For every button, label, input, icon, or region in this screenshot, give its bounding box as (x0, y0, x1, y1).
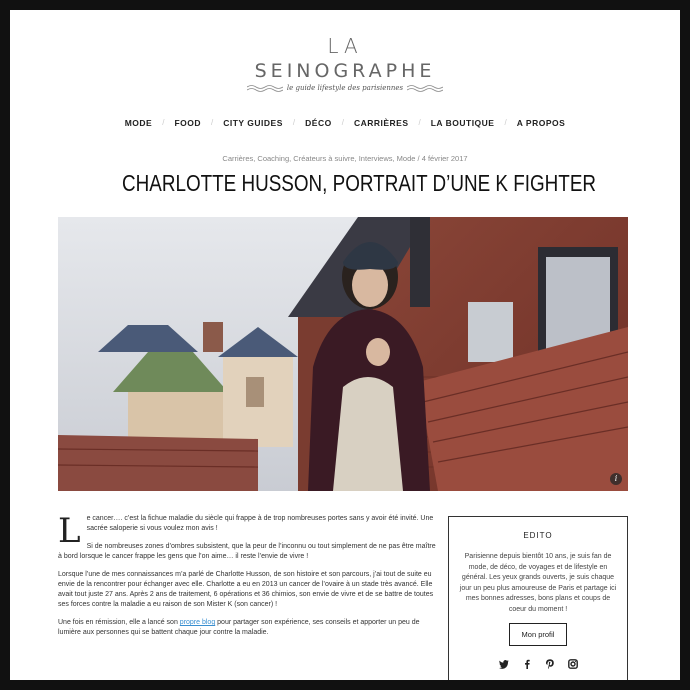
post-date: 4 février 2017 (421, 154, 468, 163)
nav-food[interactable]: FOOD (174, 118, 201, 128)
dropcap: L (58, 511, 81, 551)
article-text-4a: Une fois en rémission, elle a lancé son (58, 619, 180, 626)
page-frame (10, 10, 680, 680)
nav-city-guides[interactable]: CITY GUIDES (223, 118, 283, 128)
edito-text: Parisienne depuis bientôt 10 ans, je suis fan de mode, de déco, de voyages et de lifestyle en général. Les yeux grands ouverts, je suis chaque jour un peu plus amoureuse de Paris et partage ici mes bonnes adresses, bons plans et coups de coeur du moment ! (459, 553, 617, 613)
article-body (58, 511, 438, 646)
post-title: CHARLOTTE HUSSON, PORTRAIT D’UNE K FIGHTER (122, 170, 597, 196)
info-icon[interactable]: i (610, 473, 622, 485)
nav-separator: / (418, 118, 421, 127)
facebook-icon[interactable] (522, 656, 532, 666)
article-paragraph: Lorsque l’une de mes connaissances m’a parlé de Charlotte Husson, de son histoire et son parcours, j’ai tout de suite eu envie de la rencontrer pour échanger avec elle. Charlotte a eu en 2013 un cancer de l’ovaire à un stade très avancé. Elle avait tout juste 27 ans. Après 2 ans de traitement, 6 opérations et 36 chimios, son envie de vivre et de se battre de toutes ses forces contre la maladie a eu raison de son Mister K (son cancer) ! (58, 571, 434, 608)
nav-deco[interactable]: DÉCO (305, 118, 332, 128)
nav-carrieres[interactable]: CARRIÈRES (353, 118, 409, 128)
nav-la-boutique[interactable]: LA BOUTIQUE (430, 118, 495, 128)
blog-link[interactable]: propre blog (179, 619, 216, 626)
profile-button[interactable]: Mon profil (509, 623, 568, 646)
site-logo[interactable] (10, 34, 680, 92)
article-text-1: e cancer…. c’est la fichue maladie du siècle qui frappe à de trop nombreuses portes sans y avoir été invité. Une sacrée saloperie si vous voulez mon avis ! (86, 515, 434, 532)
logo-name: SEINOGRAPHE (254, 60, 436, 82)
hero-photo (58, 217, 628, 491)
edito-title: EDITO (523, 531, 553, 540)
pinterest-icon[interactable] (545, 656, 555, 666)
nav-separator: / (162, 118, 165, 127)
wave-right-icon (407, 84, 443, 92)
logo-tagline-row (10, 84, 680, 92)
hero-image[interactable] (58, 217, 628, 491)
nav-a-propos[interactable]: A PROPOS (516, 118, 566, 128)
title-row (58, 170, 632, 197)
instagram-icon[interactable] (568, 656, 578, 666)
nav-mode[interactable]: MODE (124, 118, 153, 128)
nav-separator: / (211, 118, 214, 127)
nav-separator: / (341, 118, 344, 127)
main-nav (10, 118, 680, 128)
nav-separator: / (292, 118, 296, 127)
article-paragraph (58, 618, 438, 638)
social-links (449, 656, 627, 666)
post-categories[interactable]: Carrières, Coaching, Créateurs à suivre, Interviews, Mode (222, 154, 416, 163)
twitter-icon[interactable] (499, 656, 509, 666)
edito-widget (448, 516, 628, 680)
wave-left-icon (247, 84, 283, 92)
article-paragraph (58, 511, 438, 551)
article-text-4b: pour partager son expérience, ses conseils et apporter un peu de lumière aux personnes qui se battent chaque jour contre la maladie. (58, 619, 420, 636)
article-paragraph: Si de nombreuses zones d’ombres subsistent, que la peur de l’inconnu ou tout simplement de ne pas être maître à bord lorsque le cancer frappe les gens que l’on aime… il reste l’envie de vivre ! (58, 543, 436, 560)
logo-la: LA (327, 34, 363, 58)
logo-tagline: le guide lifestyle des parisiennes (286, 84, 404, 92)
post-meta (10, 154, 680, 163)
meta-separator: / (417, 154, 422, 163)
nav-separator: / (504, 118, 507, 127)
